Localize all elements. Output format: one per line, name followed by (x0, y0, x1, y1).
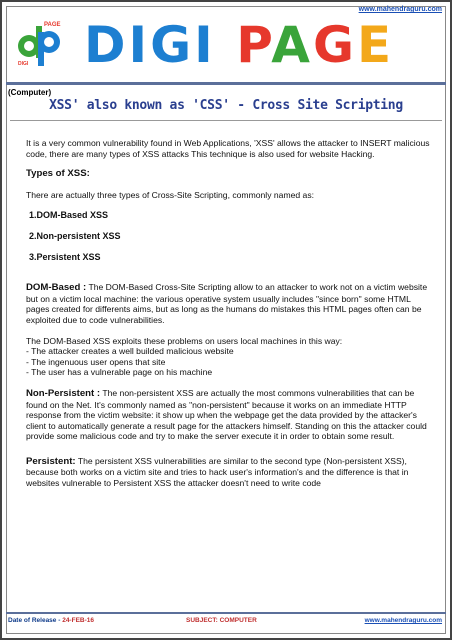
non-persistent-text: The non-persistent XSS are actually the most commons vulnerabilities that can be found on the Net. It's commonly named as "non-persistent" because it works on an immediate HTTP response from the victim website: it show up when the webpage get the data provided by the attacker's client to automatically generate a result page for the attackers himself. Standing on this the attacker could provide some malicious code and try to make the server execute it in order to obtain some result. (26, 387, 427, 442)
brand-part-digi: DIGI (84, 16, 216, 74)
types-lead: There are actually three types of Cross-Site Scripting, commonly named as: (26, 189, 315, 200)
brand-part-e: E (357, 16, 395, 74)
non-persistent-paragraph (26, 388, 430, 442)
persistent-text: The persistent XSS vulnerabilities are similar to the second type (Non-persistent XSS), because both works on a victim site and tries to hack user's information's and the difference is that in websites vulnerable to Persistent XSS the attacker doesn't need to write code (26, 455, 409, 489)
non-persistent-label: Non-Persistent : (26, 387, 101, 399)
article-body (26, 138, 430, 489)
footer-divider (6, 612, 446, 614)
intro-paragraph: It is a very common vulnerability found in Web Applications, 'XSS' allows the attacker to INSERT malicious code, there are many types of XSS attacks This technique is also used for website Hacking. (26, 138, 430, 159)
list-item: - The ingenuous user opens that site (26, 356, 166, 367)
persistent-paragraph (26, 456, 430, 489)
list-item: - The attacker creates a well builded malicious website (26, 346, 234, 357)
brand-part-g: G (312, 16, 357, 74)
footer-subject: SUBJECT: COMPUTER (186, 617, 257, 624)
header-site-link[interactable]: www.mahendraguru.com (358, 6, 442, 13)
dom-paragraph (26, 282, 430, 325)
types-heading: Types of XSS: (26, 168, 90, 180)
article-title: XSS' also known as 'CSS' - Cross Site Scripting (49, 98, 403, 113)
subject-tag: (Computer) (8, 88, 52, 97)
footer-site-link[interactable]: www.mahendraguru.com (364, 617, 442, 624)
list-item: - The user has a vulnerable page on his machine (26, 367, 213, 378)
list-item: 2.Non-persistent XSS (29, 230, 121, 241)
list-item: 3.Persistent XSS (29, 251, 101, 262)
header-divider (6, 82, 446, 85)
release-info (8, 617, 94, 624)
title-divider (10, 120, 442, 121)
brand-part-a: A (271, 16, 313, 74)
logo-text-digi: DIGI (18, 61, 29, 66)
digi-page-logo-icon (14, 18, 66, 66)
release-date: 24-FEB-16 (62, 617, 94, 624)
types-list (26, 210, 430, 262)
list-item: 1.DOM-Based XSS (29, 210, 109, 221)
brand-wordmark (84, 16, 394, 74)
dom-exploit-intro: The DOM-Based XSS exploits these problems on users local machines in this way: (26, 335, 343, 346)
release-label: Date of Release - (8, 617, 61, 624)
brand-part-p: P (236, 16, 272, 74)
persistent-label: Persistent: (26, 455, 76, 467)
dom-text: The DOM-Based Cross-Site Scripting allow to an attacker to work not on a victim website but on a victim local machine: the various operative system usually includes "since born" some HTML pages created for differents aims, but as long as the humans do mistakes this HTML pages often can be exploited due to code vulnerabilities. (26, 282, 428, 325)
logo-text-page: PAGE (44, 22, 61, 28)
dom-label: DOM-Based : (26, 282, 87, 294)
